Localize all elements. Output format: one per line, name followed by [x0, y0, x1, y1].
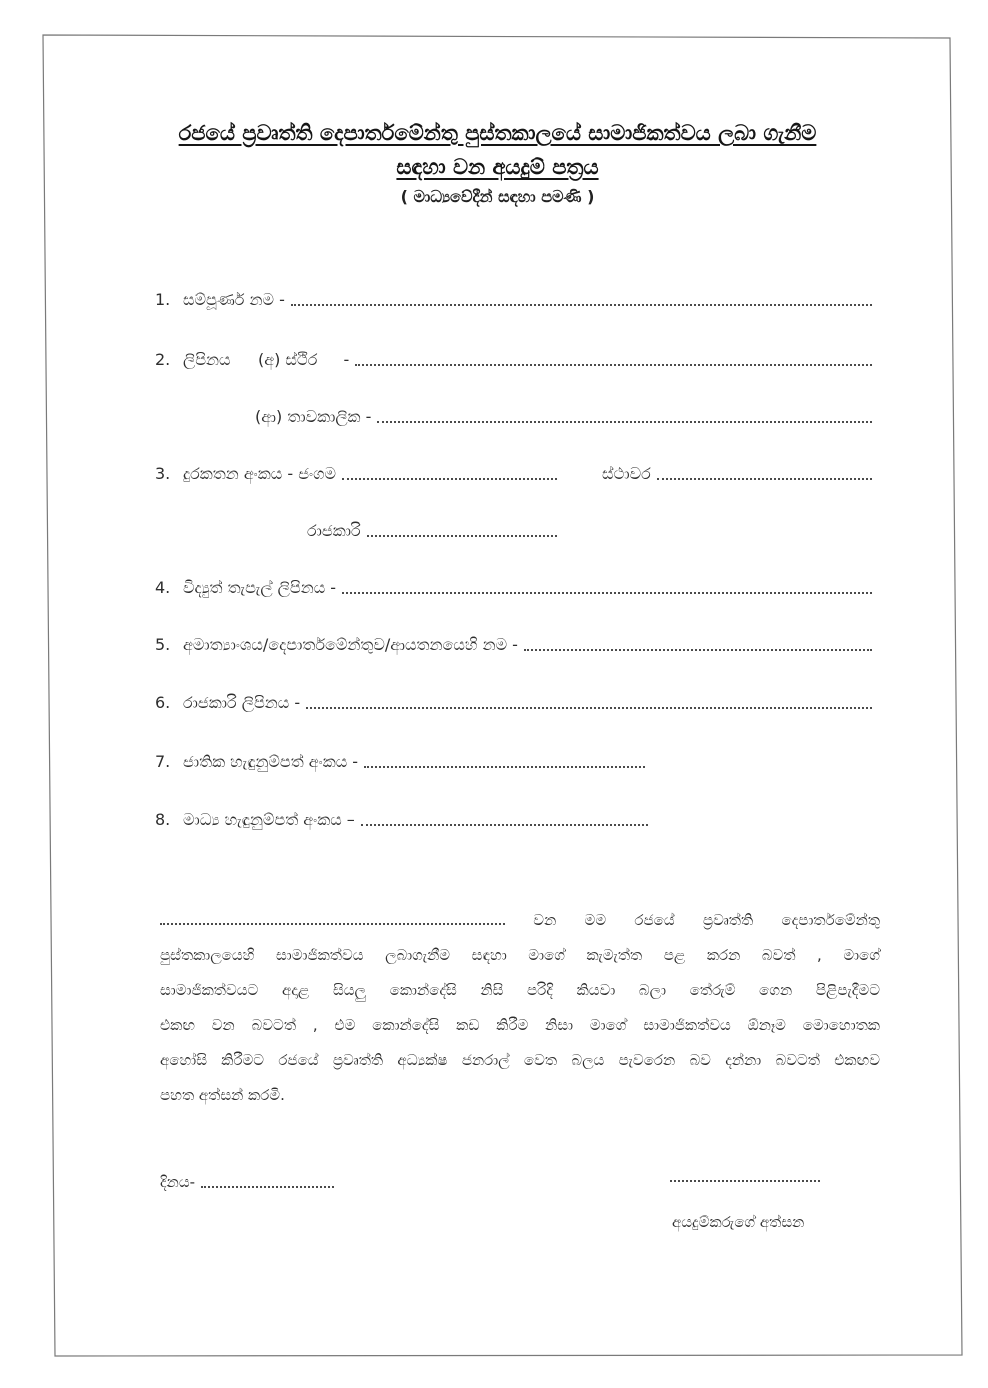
field-email: [155, 573, 872, 603]
field-number: 2.: [155, 350, 171, 369]
field-number: 3.: [155, 464, 171, 483]
permanent-address-label: (අ) ස්ථිර: [258, 350, 318, 369]
office-address-fill-line[interactable]: [306, 707, 872, 709]
full-name-fill-line[interactable]: [291, 304, 872, 306]
field-number: 5.: [155, 635, 171, 654]
declaration-line: අහෝසි කිරීමට රජයේ ප්‍රවෘත්ති අධ්‍යක්ෂ ජනරාල් වෙත බලය පැවරෙන බව දන්නා බවටත් එකඟව: [160, 1051, 880, 1069]
field-nic: [155, 747, 645, 777]
field-date: [160, 1167, 360, 1197]
form-title-line-1: රජයේ ප්‍රවෘත්ති දෙපාර්තමේන්තු පුස්තකාලයේ සාමාජිකත්වය ලබා ගැනීම: [178, 121, 817, 145]
phone-landline-label: ස්ථාවර: [602, 464, 651, 483]
nic-label: ජාතික හැඳුනුම්පත් අංකය -: [183, 752, 359, 771]
field-phone-landline: [602, 459, 872, 489]
office-address-label: රාජකාරි ලිපිනය -: [183, 693, 301, 712]
declaration-paragraph: [160, 903, 880, 1113]
declaration-line-text: වන මම රජයේ ප්‍රවෘත්ති දෙපාර්තමේන්තු: [533, 911, 880, 929]
email-fill-line[interactable]: [342, 592, 872, 594]
declaration-line: පහත අත්සන් කරමි.: [160, 1086, 285, 1104]
field-phone-office: [307, 516, 557, 546]
phone-mobile-label: දුරකතන අංකය - ජංගම: [183, 464, 337, 483]
organization-label: අමාත්‍යාංශය/දෙපාර්තමේන්තුව/ආයතනයෙහි නම -: [183, 635, 518, 654]
nic-fill-line[interactable]: [364, 766, 645, 768]
date-fill-line[interactable]: [201, 1186, 334, 1188]
field-number: 4.: [155, 578, 171, 597]
full-name-label: සම්පූර්ණ නම -: [183, 290, 285, 309]
field-number: 8.: [155, 810, 171, 829]
media-id-label: මාධ්‍ය හැඳුනුම්පත් අංකය –: [183, 810, 355, 829]
phone-mobile-fill-line[interactable]: [342, 478, 557, 480]
phone-office-label: රාජකාරි: [307, 521, 361, 540]
declaration-line: එකඟ වන බවටත් , එම කොන්දේසි කඩ කිරීම නිසා මාගේ සාමාජිකත්වය ඕනෑම මොහොතක: [160, 1016, 880, 1034]
signature-fill-line[interactable]: [670, 1180, 820, 1182]
declaration-line: සාමාජිකත්වයට අදාළ සියලු කොන්දේසි නිසි පරිදි කියවා බලා තේරුම් ගෙන පිළිපැදීමට: [160, 981, 880, 999]
email-label: විද්‍යුත් තැපැල් ලිපිනය -: [183, 578, 337, 597]
field-media-id: [155, 805, 648, 835]
field-number: 6.: [155, 693, 171, 712]
phone-landline-fill-line[interactable]: [657, 478, 872, 480]
field-full-name: [155, 285, 872, 315]
media-id-fill-line[interactable]: [361, 824, 648, 826]
declaration-line: පුස්තකාලයෙහි සාමාජිකත්වය ලබාගැනීම සඳහා මාගේ කැමැත්ත පළ කරන බවත් , මාගේ: [160, 946, 880, 964]
phone-office-fill-line[interactable]: [367, 535, 557, 537]
field-organization: [155, 630, 872, 660]
field-office-address: [155, 688, 872, 718]
field-phone-mobile: [155, 459, 557, 489]
permanent-address-dash: -: [343, 350, 350, 369]
organization-fill-line[interactable]: [524, 649, 872, 651]
temporary-address-fill-line[interactable]: [377, 421, 872, 423]
permanent-address-fill-line[interactable]: [355, 364, 872, 366]
declaration-line: [160, 903, 880, 938]
field-number: 1.: [155, 290, 171, 309]
field-address-temporary: [255, 402, 872, 432]
field-number: 7.: [155, 752, 171, 771]
address-label: ලිපිනය: [183, 350, 231, 369]
declarant-name-fill-line[interactable]: [160, 923, 505, 925]
temporary-address-label: (ආ) තාවකාලික -: [255, 407, 372, 426]
field-address-permanent: [155, 345, 872, 375]
form-title-line-2: සඳහා වන අයදුම් පත්‍රය: [396, 155, 599, 179]
date-label: දිනය-: [160, 1173, 196, 1191]
signature-label: අයදුම්කරුගේ අත්සන: [672, 1213, 805, 1231]
form-subtitle: ( මාධ්‍යවේදීන් සඳහා පමණි ): [400, 187, 595, 206]
